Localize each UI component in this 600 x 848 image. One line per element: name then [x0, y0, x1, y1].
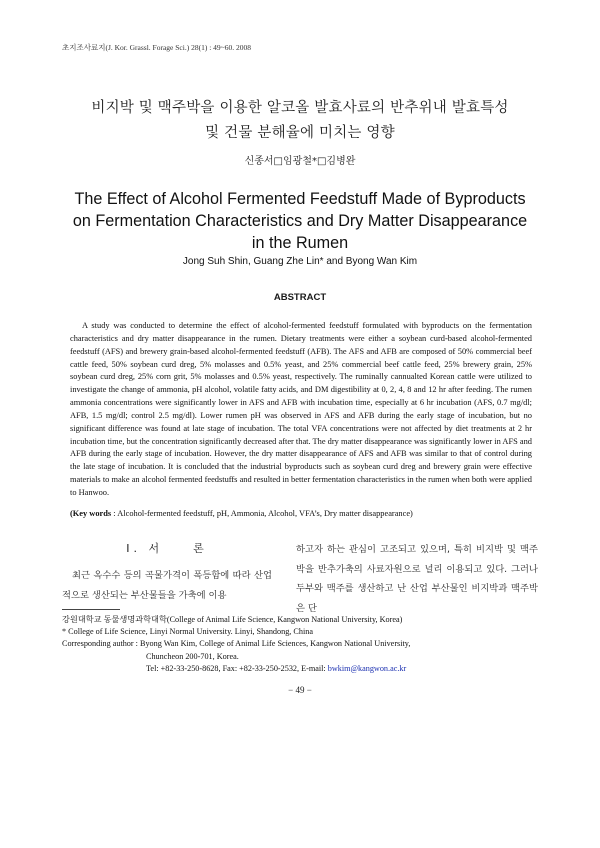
korean-authors: 신종서□임광철*□김병완 [244, 156, 356, 167]
affiliation-1: 강원대학교 동물생명과학대학(College of Animal Life Science, Kangwon National University, Korea) [62, 615, 403, 624]
corresponding-address: Chuncheon 200-701, Korea. [146, 651, 239, 661]
email-link[interactable]: bwkim@kangwon.ac.kr [327, 663, 407, 673]
contact-phone-fax: Tel: +82-33-250-8628, Fax: +82-33-250-2532, E-mail: [146, 663, 326, 673]
english-title-line-1: The Effect of Alcohol Fermented Feedstuff Made of Byproducts [74, 190, 526, 208]
section-title-introduction: Ⅰ. 서 론 [126, 542, 208, 555]
intro-right-text: 하고자 하는 관심이 고조되고 있으며, 특히 비지박 및 맥주박을 반추가축의 사료자원으로 널리 이용되고 있다. 그러나 두부와 맥주를 생산하고 난 산업 부산물인 비지박과 맥주박은 단 [296, 544, 538, 614]
abstract-heading: ABSTRACT [273, 292, 327, 303]
corresponding-author-text: Byong Wan Kim, College of Animal Life Sciences, Kangwon National University, [140, 639, 411, 649]
english-title-line-3: in the Rumen [251, 234, 349, 252]
english-title [40, 188, 560, 254]
intro-right-column [296, 540, 538, 618]
korean-title [40, 96, 560, 146]
page-number: − 49 − [288, 685, 312, 695]
keywords-label: (Key words [70, 509, 112, 518]
intro-left-text: 최근 옥수수 등의 곡물가격이 폭등함에 따라 산업적으로 생산되는 부산물들을 가축에 이용 [62, 570, 272, 601]
intro-left-column [62, 540, 272, 605]
korean-title-line-2: 및 건물 분해율에 미치는 영향 [205, 125, 395, 141]
journal-header: 초지조사료지(J. Kor. Grassl. Forage Sci.) 28(1) : 49~60. 2008 [62, 43, 251, 52]
english-authors: Jong Suh Shin, Guang Zhe Lin* and Byong Wan Kim [182, 256, 418, 267]
footnotes [62, 614, 542, 675]
abstract-body: A study was conducted to determine the effect of alcohol-fermented feedstuff formulated with byproducts on the fermentation characteristics and dry matter disappearance in the rumen. Dietary treatments were either a soybean curd-based alcohol-fermented feedstuff (AFS) and brewery grain-based alcohol-fermented feedstuff (AFB). The AFS and AFB are composed of 50% commercial beef cattle feed, 50% soybean curd dreg, 5% molasses and 0.5% yeast, and 25% commercial beef cattle feed, 25% brewery grain, 25% soybean curd dreg, 25% corn grit, 5% molasses and 0.5% yeast, respectively. The ruminally cannualted Korean cattle were utilized to investigate the change of ammonia, pH alcohol, volatile fatty acids, and DM digestibility at 0, 2, 4, 8 and 12 hr after feeding. The rumen ammonia concentrations were significantly lower in AFS and AFB with incubation time, especially at 6 hr incubation (AFS, 0.7 mg/dl; AFB, 1.5 mg/dl; control 2.5 mg/dl). Lower rumen pH was observed in AFS and AFB during the early stage of incubation, but no significant difference was found at late stage of incubation. The total VFA concentrations were not affected by diet treatments at 2 hr incubation time, but the concentration significantly decreased after that. The dry matter disappearance was significantly lower in AFS and AFB during the early stage of incubation. However, the dry matter disappearance of AFS and AFB was similar to that of control during the late stage of incubation. It is concluded that the industrial byproducts such as soybean curd dreg and brewery grain were effective materials to make an alcohol fermented feedstuffs and resulted in better fermentation characteristics in the rumen when both were applied to Hanwoo. [70, 321, 532, 497]
affiliation-2: * College of Life Science, Linyi Normal University. Linyi, Shandong, China [62, 627, 313, 637]
korean-title-line-1: 비지박 및 맥주박을 이용한 알코올 발효사료의 반추위내 발효특성 [91, 100, 509, 116]
footnote-divider [62, 609, 120, 610]
english-title-line-2: on Fermentation Characteristics and Dry Matter Disappearance [72, 212, 528, 230]
corresponding-author-label: Corresponding author : [62, 639, 138, 649]
corresponding-author [62, 638, 542, 650]
keywords [70, 508, 540, 520]
contact-info [62, 663, 542, 675]
keywords-text: : Alcohol-fermented feedstuff, pH, Ammonia, Alcohol, VFA’s, Dry matter disappearance) [113, 509, 413, 518]
